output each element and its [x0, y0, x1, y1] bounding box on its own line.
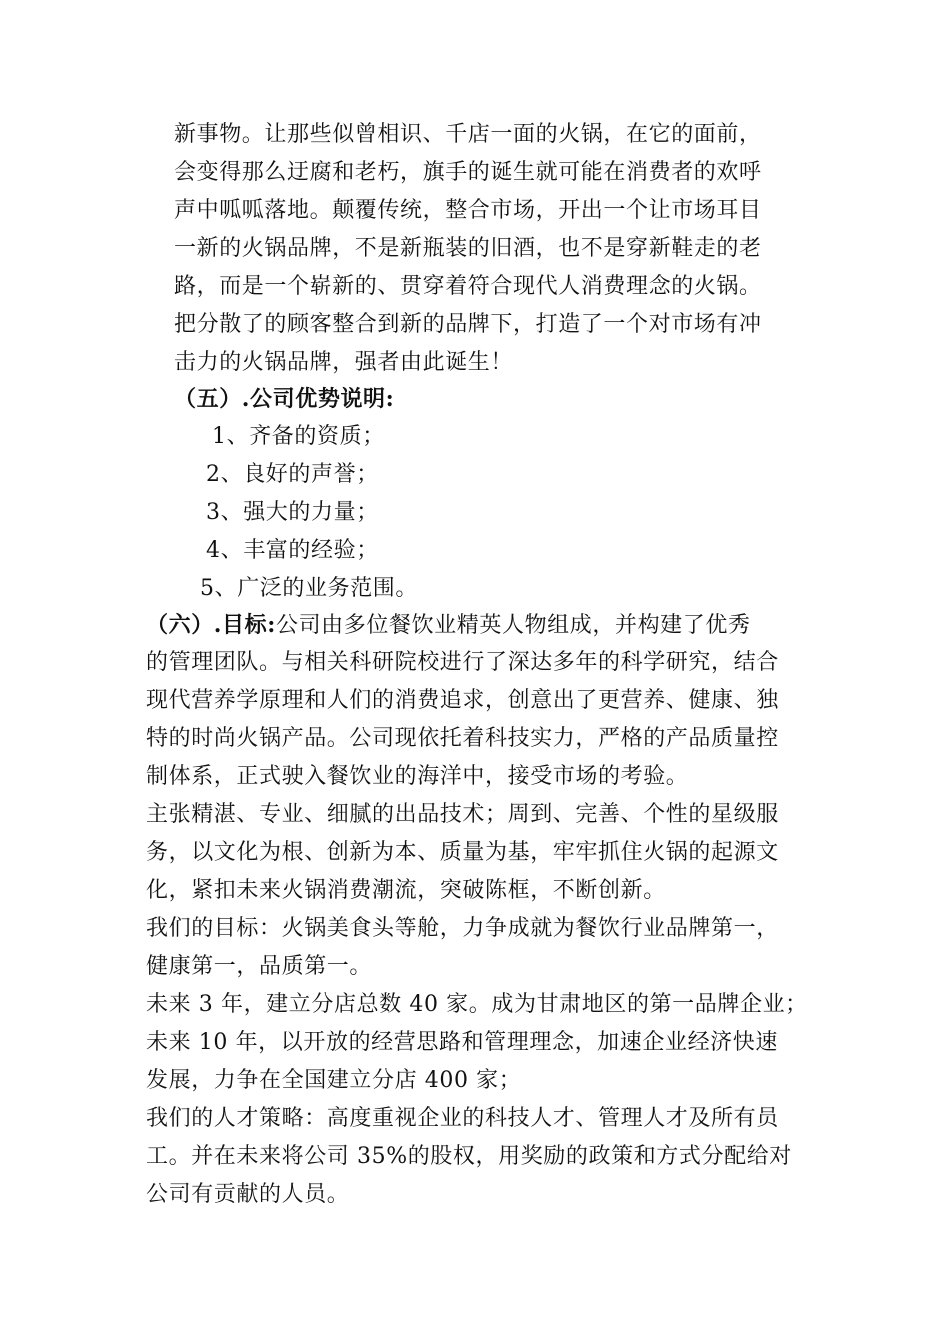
list-item: 5、广泛的业务范围。	[200, 576, 418, 601]
paragraph-line: 声中呱呱落地。颠覆传统，整合市场，开出一个让市场耳目	[174, 198, 762, 223]
paragraph-line: 新事物。让那些似曾相识、千店一面的火锅，在它的面前，	[174, 122, 762, 147]
paragraph-line: 健康第一，品质第一。	[146, 954, 373, 979]
paragraph-line: 我们的人才策略：高度重视企业的科技人才、管理人才及所有员	[146, 1106, 779, 1131]
list-item: 4、丰富的经验；	[206, 538, 379, 563]
section-text: 公司由多位餐饮业精英人物组成，并构建了优秀	[275, 613, 751, 638]
section-heading: （六）.目标:	[146, 612, 276, 638]
paragraph-line: 务，以文化为根、创新为本、质量为基，牢牢抓住火锅的起源文	[146, 840, 779, 865]
paragraph-line: 特的时尚火锅产品。公司现依托着科技实力，严格的产品质量控	[146, 726, 779, 751]
paragraph-line: 制体系，正式驶入餐饮业的海洋中，接受市场的考验。	[146, 764, 689, 789]
paragraph-line: 发展，力争在全国建立分店 400 家；	[146, 1068, 522, 1093]
paragraph-line: 击力的火锅品牌，强者由此诞生！	[174, 350, 514, 375]
paragraph-line: 工。并在未来将公司 35%的股权，用奖励的政策和方式分配给对	[146, 1144, 792, 1169]
paragraph-line: 主张精湛、专业、细腻的出品技术；周到、完善、个性的星级服	[146, 802, 779, 827]
paragraph-line: 路，而是一个崭新的、贯穿着符合现代人消费理念的火锅。	[174, 274, 762, 299]
list-item: 1、齐备的资质；	[212, 424, 385, 449]
paragraph-line: 把分散了的顾客整合到新的品牌下，打造了一个对市场有冲	[174, 312, 762, 337]
paragraph-line: 会变得那么迂腐和老朽，旗手的诞生就可能在消费者的欢呼	[174, 160, 762, 185]
paragraph-line: 的管理团队。与相关科研院校进行了深达多年的科学研究，结合	[146, 650, 779, 675]
list-item: 2、良好的声誉；	[206, 462, 379, 487]
paragraph-line: 公司有贡献的人员。	[146, 1182, 350, 1207]
paragraph-line: 未来 3 年，建立分店总数 40 家。成为甘肃地区的第一品牌企业；	[146, 992, 808, 1017]
paragraph-line: 我们的目标：火锅美食头等舱，力争成就为餐饮行业品牌第一，	[146, 916, 779, 941]
section-heading: （五）.公司优势说明:	[174, 386, 395, 412]
section-first-line	[146, 612, 751, 639]
list-item: 3、强大的力量；	[206, 500, 379, 525]
paragraph-line: 现代营养学原理和人们的消费追求，创意出了更营养、健康、独	[146, 688, 779, 713]
paragraph-line: 一新的火锅品牌，不是新瓶装的旧酒，也不是穿新鞋走的老	[174, 236, 762, 261]
paragraph-line: 化，紧扣未来火锅消费潮流，突破陈框，不断创新。	[146, 878, 666, 903]
paragraph-line: 未来 10 年，以开放的经营思路和管理理念，加速企业经济快速	[146, 1030, 778, 1055]
